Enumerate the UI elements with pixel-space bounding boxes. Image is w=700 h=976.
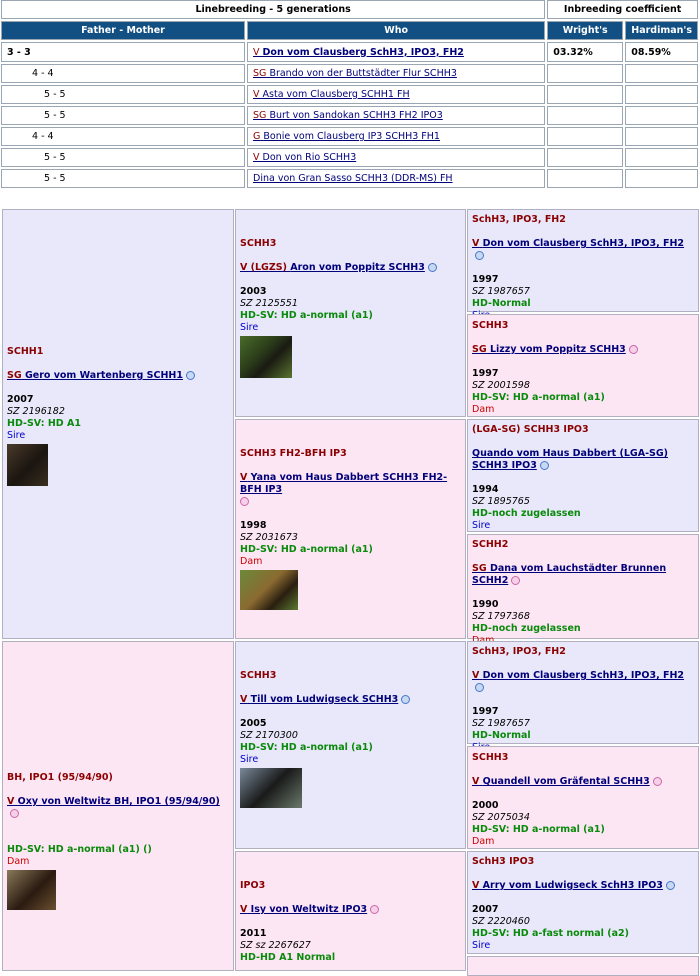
- dog-year: 1990: [472, 599, 499, 610]
- hardiman-cell: [625, 169, 698, 188]
- hardiman-cell: 08.59%: [625, 42, 698, 62]
- dog-reg: SZ 2170300: [240, 730, 298, 741]
- dog-year: 1997: [472, 368, 499, 379]
- dog-link[interactable]: SG Dana vom Lauchstädter Brunnen SCHH2: [472, 563, 667, 586]
- father-mother-header: Father - Mother: [1, 21, 245, 40]
- dog-title: IPO3: [240, 880, 266, 891]
- dog-role: Dam: [7, 856, 30, 867]
- table-row: [1, 148, 698, 167]
- dog-reg: SZ 2075034: [472, 812, 530, 823]
- dog-year: 1994: [472, 484, 499, 495]
- who-header: Who: [247, 21, 545, 40]
- table-row: [1, 169, 698, 188]
- dog-reg: SZ 2196182: [7, 406, 65, 417]
- table-row: [1, 85, 698, 104]
- dog-hd: HD-SV: HD a-normal (a1): [472, 824, 605, 835]
- wright-cell: [547, 169, 623, 188]
- dog-link[interactable]: V (LGZS) Aron vom Poppitz SCHH3: [240, 262, 425, 273]
- dog-link[interactable]: SG Lizzy vom Poppitz SCHH3: [472, 344, 626, 355]
- pedigree-cell: [467, 956, 699, 976]
- pedigree-cell: [467, 534, 699, 639]
- dog-reg: SZ 2001598: [472, 380, 530, 391]
- male-icon[interactable]: [540, 461, 549, 470]
- who-cell: [247, 64, 545, 83]
- table-row: [1, 64, 698, 83]
- dog-hd: HD-SV: HD a-normal (a1): [240, 742, 373, 753]
- dog-year: 1997: [472, 706, 499, 717]
- female-icon[interactable]: [240, 497, 249, 506]
- dog-title: (LGA-SG) SCHH3 IPO3: [472, 424, 589, 435]
- dog-title: SCHH3: [240, 670, 277, 681]
- who-cell: [247, 42, 545, 62]
- dog-link[interactable]: V Don von Rio SCHH3: [253, 152, 357, 163]
- dog-link[interactable]: V Quandell vom Gräfental SCHH3: [472, 776, 650, 787]
- dog-hd: HD-Normal: [472, 730, 531, 741]
- dog-photo[interactable]: [7, 870, 56, 910]
- male-icon[interactable]: [475, 251, 484, 260]
- dog-title: BH, IPO1 (95/94/90): [7, 772, 113, 783]
- gen-cell: 5 - 5: [1, 148, 245, 167]
- hardiman-cell: [625, 106, 698, 125]
- gen-cell: 5 - 5: [1, 169, 245, 188]
- dog-year: 2011: [240, 928, 267, 939]
- who-cell: [247, 148, 545, 167]
- wright-cell: [547, 85, 623, 104]
- dog-title: SchH3 IPO3: [472, 856, 535, 867]
- dog-title: SCHH1: [7, 346, 44, 357]
- inbreeding-header: Inbreeding coefficient: [547, 0, 698, 19]
- dog-role: Sire: [472, 520, 491, 531]
- female-icon[interactable]: [370, 905, 379, 914]
- male-icon[interactable]: [475, 683, 484, 692]
- dog-title: SCHH3 FH2-BFH IP3: [240, 448, 347, 459]
- dog-hd: HD-Normal: [472, 298, 531, 309]
- dog-title: SCHH3: [472, 752, 509, 763]
- linebreeding-header: Linebreeding - 5 generations: [1, 0, 545, 19]
- dog-link[interactable]: SG Gero vom Wartenberg SCHH1: [7, 370, 183, 381]
- pedigree-dam-cell: [2, 641, 234, 971]
- who-cell: [247, 169, 545, 188]
- pedigree-cell: [467, 641, 699, 744]
- dog-photo[interactable]: [240, 768, 302, 808]
- linebreeding-table: [0, 0, 700, 190]
- hardiman-header: Hardiman's: [625, 21, 698, 40]
- dog-title: SCHH3: [240, 238, 277, 249]
- dog-title: SCHH2: [472, 539, 509, 550]
- dog-year: 2007: [7, 394, 34, 405]
- dog-hd: HD-HD A1 Normal: [240, 952, 336, 963]
- dog-photo[interactable]: [240, 570, 298, 610]
- pedigree-cell: [235, 641, 466, 849]
- dog-link[interactable]: G Bonie vom Clausberg IP3 SCHH3 FH1: [253, 131, 440, 142]
- who-cell: [247, 106, 545, 125]
- dog-role: Dam: [240, 556, 263, 567]
- gen-cell: 3 - 3: [1, 42, 245, 62]
- dog-link[interactable]: V Till vom Ludwigseck SCHH3: [240, 694, 399, 705]
- dog-hd: HD-noch zugelassen: [472, 623, 581, 634]
- dog-year: 2003: [240, 286, 267, 297]
- hardiman-cell: [625, 64, 698, 83]
- dog-reg: SZ 1987657: [472, 718, 530, 729]
- dog-link[interactable]: SG Brando von der Buttstädter Flur SCHH3: [253, 68, 457, 79]
- pedigree-cell: [235, 851, 466, 971]
- dog-hd: HD-SV: HD a-normal (a1): [240, 310, 373, 321]
- pedigree-cell: [467, 314, 699, 417]
- dog-reg: SZ 1797368: [472, 611, 530, 622]
- dog-title: SCHH3: [472, 320, 509, 331]
- who-cell: [247, 85, 545, 104]
- dog-reg: SZ 1895765: [472, 496, 530, 507]
- hardiman-cell: [625, 127, 698, 146]
- dog-hd: HD-SV: HD a-normal (a1): [240, 544, 373, 555]
- female-icon[interactable]: [10, 809, 19, 818]
- dog-role: Sire: [7, 430, 26, 441]
- dog-photo[interactable]: [240, 336, 292, 378]
- dog-link[interactable]: V Don vom Clausberg SchH3, IPO3, FH2: [472, 670, 685, 681]
- dog-role: Sire: [472, 940, 491, 951]
- hardiman-cell: [625, 85, 698, 104]
- dog-title: SchH3, IPO3, FH2: [472, 646, 566, 657]
- dog-reg: SZ 2220460: [472, 916, 530, 927]
- table-row: [1, 42, 698, 62]
- dog-link[interactable]: V Yana vom Haus Dabbert SCHH3 FH2-BFH IP3: [240, 472, 448, 495]
- pedigree-cell: [467, 851, 699, 954]
- dog-role: Dam: [472, 404, 495, 415]
- female-icon[interactable]: [629, 345, 638, 354]
- dog-link[interactable]: Quando vom Haus Dabbert (LGA-SG) SCHH3 IPO3: [472, 448, 669, 471]
- male-icon[interactable]: [401, 695, 410, 704]
- dog-link[interactable]: V Don vom Clausberg SchH3, IPO3, FH2: [253, 46, 464, 58]
- female-icon[interactable]: [653, 777, 662, 786]
- dog-link[interactable]: SG Burt von Sandokan SCHH3 FH2 IPO3: [253, 110, 443, 121]
- wright-cell: [547, 64, 623, 83]
- dog-year: 1997: [472, 274, 499, 285]
- hardiman-cell: [625, 148, 698, 167]
- male-icon[interactable]: [186, 371, 195, 380]
- dog-link[interactable]: V Oxy von Weltwitz BH, IPO1 (95/94/90): [7, 796, 220, 807]
- dog-reg: SZ 1987657: [472, 286, 530, 297]
- pedigree-cell: [467, 419, 699, 532]
- gen-cell: 5 - 5: [1, 85, 245, 104]
- male-icon[interactable]: [428, 263, 437, 272]
- dog-role: Sire: [240, 322, 259, 333]
- dog-link[interactable]: V Don vom Clausberg SchH3, IPO3, FH2: [472, 238, 685, 249]
- table-row: [1, 106, 698, 125]
- gen-cell: 5 - 5: [1, 106, 245, 125]
- dog-hd: HD-SV: HD a-normal (a1) (): [7, 844, 152, 855]
- dog-hd: HD-SV: HD a-normal (a1): [472, 392, 605, 403]
- who-cell: [247, 127, 545, 146]
- pedigree-sire-cell: [2, 209, 234, 639]
- dog-year: 2005: [240, 718, 267, 729]
- wright-cell: [547, 106, 623, 125]
- wright-cell: [547, 127, 623, 146]
- dog-hd: HD-SV: HD A1: [7, 418, 81, 429]
- wright-cell: [547, 148, 623, 167]
- dog-link[interactable]: V Isy von Weltwitz IPO3: [240, 904, 368, 915]
- pedigree-grid: [0, 207, 700, 967]
- dog-photo[interactable]: [7, 444, 48, 486]
- dog-year: 2007: [472, 904, 499, 915]
- dog-link[interactable]: V Asta vom Clausberg SCHH1 FH: [253, 89, 410, 100]
- dog-reg: SZ sz 2267627: [240, 940, 311, 951]
- dog-reg: SZ 2125551: [240, 298, 298, 309]
- dog-link[interactable]: V Arry vom Ludwigseck SchH3 IPO3: [472, 880, 663, 891]
- male-icon[interactable]: [666, 881, 675, 890]
- female-icon[interactable]: [511, 576, 520, 585]
- dog-link[interactable]: Dina von Gran Sasso SCHH3 (DDR-MS) FH: [253, 173, 453, 184]
- dog-year: 2000: [472, 800, 499, 811]
- pedigree-cell: [235, 419, 466, 639]
- table-row: [1, 127, 698, 146]
- gen-cell: 4 - 4: [1, 64, 245, 83]
- dog-role: Sire: [240, 754, 259, 765]
- dog-role: Dam: [472, 836, 495, 847]
- pedigree-cell: [467, 209, 699, 312]
- wright-header: Wright's: [547, 21, 623, 40]
- dog-reg: SZ 2031673: [240, 532, 298, 543]
- dog-hd: HD-noch zugelassen: [472, 508, 581, 519]
- gen-cell: 4 - 4: [1, 127, 245, 146]
- dog-year: 1998: [240, 520, 267, 531]
- pedigree-cell: [235, 209, 466, 417]
- wright-cell: 03.32%: [547, 42, 623, 62]
- dog-title: SchH3, IPO3, FH2: [472, 214, 566, 225]
- dog-hd: HD-SV: HD a-fast normal (a2): [472, 928, 629, 939]
- pedigree-cell: [467, 746, 699, 849]
